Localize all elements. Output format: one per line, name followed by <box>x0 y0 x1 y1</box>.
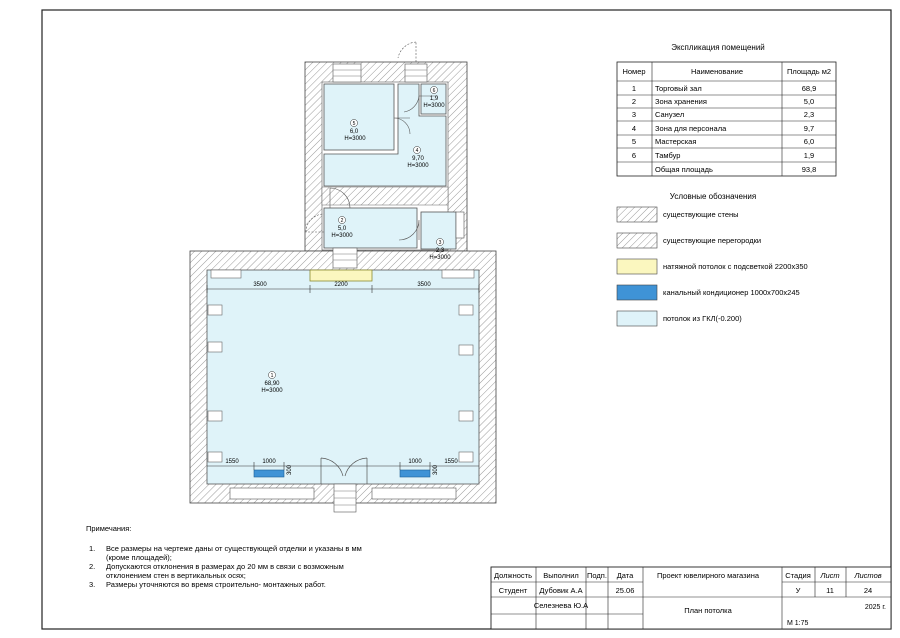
dim-bottom-right-unit: 1000 <box>408 459 422 465</box>
annex-steps <box>333 64 361 82</box>
row-4-number: 4 <box>631 124 637 133</box>
svg-text:H=3000: H=3000 <box>429 255 451 261</box>
note-number-3: 3. <box>89 580 96 589</box>
dim-top-mid: 2200 <box>334 282 348 288</box>
svg-text:2: 2 <box>340 218 344 224</box>
dim-unit-depth-right: 300 <box>433 464 439 476</box>
row-6-number: 6 <box>631 151 637 160</box>
note-1-line-2: (кроме площадей); <box>106 553 172 562</box>
pilaster <box>459 345 473 355</box>
row-2-name: Зона хранения <box>655 97 707 106</box>
legend-swatch-gkl <box>617 311 657 326</box>
note-2-line-1: Допускаются отклонения в размерах до 20 мм в связи с возможным <box>106 562 344 571</box>
svg-text:9,70: 9,70 <box>412 156 424 162</box>
ac-unit <box>400 470 430 477</box>
legend-swatch-ac <box>617 285 657 300</box>
legend-label-partitions: существующие перегородки <box>663 236 762 245</box>
pilaster <box>459 411 473 421</box>
total-value: 93,8 <box>801 165 817 174</box>
col-header-area: Площадь м2 <box>786 67 832 76</box>
window <box>211 270 241 278</box>
row-3-number: 3 <box>631 110 637 119</box>
annex-steps <box>405 64 427 82</box>
tb-role-1: Студент <box>498 586 528 595</box>
row-2-area: 5,0 <box>803 97 815 106</box>
tb-header-name: Выполнил <box>543 571 579 580</box>
title-block <box>491 567 891 629</box>
row-3-name: Санузел <box>655 110 685 119</box>
dim-bottom-left-edge: 1550 <box>225 459 239 465</box>
svg-text:6: 6 <box>432 88 436 94</box>
legend-swatch-partitions <box>617 233 657 248</box>
note-2-line-2: отклонением стен в вертикальных осях; <box>106 571 246 580</box>
dim-bottom-right-edge: 1550 <box>444 459 458 465</box>
svg-text:5: 5 <box>352 121 356 127</box>
explication-title: Экспликация помещений <box>671 43 765 52</box>
room-1-ceiling <box>207 270 479 484</box>
dim-top-right: 3500 <box>417 282 431 288</box>
tb-header-role: Должность <box>494 571 532 580</box>
note-3-line-1: Размеры уточняются во время строительно- монтажных работ. <box>106 580 326 589</box>
svg-text:H=3000: H=3000 <box>423 103 445 109</box>
dim-unit-depth-left: 300 <box>287 464 293 476</box>
row-5-number: 5 <box>631 137 637 146</box>
svg-text:H=3000: H=3000 <box>261 388 283 394</box>
legend-label-stretch-ceiling: натяжной потолок с подсветкой 2200х350 <box>663 262 808 271</box>
row-5-area: 6,0 <box>803 137 815 146</box>
tb-header-sign: Подп. <box>587 571 607 580</box>
row-4-area: 9,7 <box>803 124 815 133</box>
legend-label-ac: канальный кондиционер 1000х700х245 <box>663 288 800 297</box>
pilaster <box>459 452 473 462</box>
pilaster <box>208 305 222 315</box>
notes <box>86 524 362 589</box>
legend-swatch-walls <box>617 207 657 222</box>
window <box>442 270 474 278</box>
row-6-area: 1,9 <box>803 151 815 160</box>
legend-label-gkl: потолок из ГКЛ(-0.200) <box>663 314 742 323</box>
svg-text:3: 3 <box>438 240 442 246</box>
legend-swatch-stretch-ceiling <box>617 259 657 274</box>
tb-header-sheets: Листов <box>854 571 882 580</box>
note-number-1: 1. <box>89 544 96 553</box>
svg-text:1: 1 <box>270 373 274 379</box>
passage-steps <box>333 248 357 268</box>
row-3-area: 2,3 <box>803 110 815 119</box>
row-1-area: 68,9 <box>801 84 817 93</box>
total-label: Общая площадь <box>655 165 713 174</box>
row-5-name: Мастерская <box>655 137 697 146</box>
legend-label-walls: существующие стены <box>663 210 739 219</box>
svg-text:6,0: 6,0 <box>349 129 359 135</box>
pilaster <box>208 411 222 421</box>
tb-sheet: 11 <box>826 586 834 595</box>
stretch-ceiling-strip <box>310 270 372 281</box>
col-header-name: Наименование <box>691 67 743 76</box>
dim-top-left: 3500 <box>253 282 267 288</box>
row-1-name: Торговый зал <box>655 84 702 93</box>
tb-name-2: Селезнева Ю.А <box>533 601 589 610</box>
svg-text:H=3000: H=3000 <box>331 233 353 239</box>
tb-project: Проект ювелирного магазина <box>656 571 760 580</box>
svg-text:1,9: 1,9 <box>429 96 439 102</box>
ac-unit <box>254 470 284 477</box>
note-1-line-1: Все размеры на чертеже даны от существующей отделки и указаны в мм <box>106 544 362 553</box>
tb-sheets: 24 <box>863 586 873 595</box>
legend-title: Условные обозначения <box>669 192 757 201</box>
col-header-number: Номер <box>622 67 646 76</box>
svg-text:68,90: 68,90 <box>264 381 280 387</box>
tb-scale: М 1:75 <box>787 620 809 627</box>
tb-name-1: Дубовик А.А <box>539 586 583 595</box>
svg-text:H=3000: H=3000 <box>407 163 429 169</box>
row-4-name: Зона для персонала <box>655 124 727 133</box>
floor-plan <box>190 42 496 512</box>
partition-wall <box>322 187 448 205</box>
explication-table <box>617 43 836 176</box>
pilaster <box>208 342 222 352</box>
svg-text:5,0: 5,0 <box>337 226 347 232</box>
tb-header-sheet: Лист <box>820 571 840 580</box>
notes-title: Примечания: <box>86 524 132 533</box>
dim-bottom-left-unit: 1000 <box>262 459 276 465</box>
legend <box>617 192 808 326</box>
pilaster <box>208 452 222 462</box>
tb-header-date: Дата <box>616 571 634 580</box>
svg-text:2,3: 2,3 <box>435 248 445 254</box>
tb-header-stage: Стадия <box>785 571 811 580</box>
row-1-number: 1 <box>631 84 637 93</box>
note-number-2: 2. <box>89 562 96 571</box>
window <box>456 212 464 238</box>
tb-year: 2025 г. <box>864 604 886 611</box>
row-6-name: Тамбур <box>655 151 681 160</box>
svg-text:4: 4 <box>415 148 419 154</box>
pilaster <box>459 305 473 315</box>
tb-date-1: 25.06 <box>615 586 635 595</box>
svg-text:H=3000: H=3000 <box>344 136 366 142</box>
window <box>230 488 314 499</box>
row-2-number: 2 <box>631 97 637 106</box>
tb-stage: У <box>795 586 801 595</box>
window <box>372 488 456 499</box>
tb-sheet-title: План потолка <box>684 606 732 615</box>
rear-door <box>398 42 416 62</box>
